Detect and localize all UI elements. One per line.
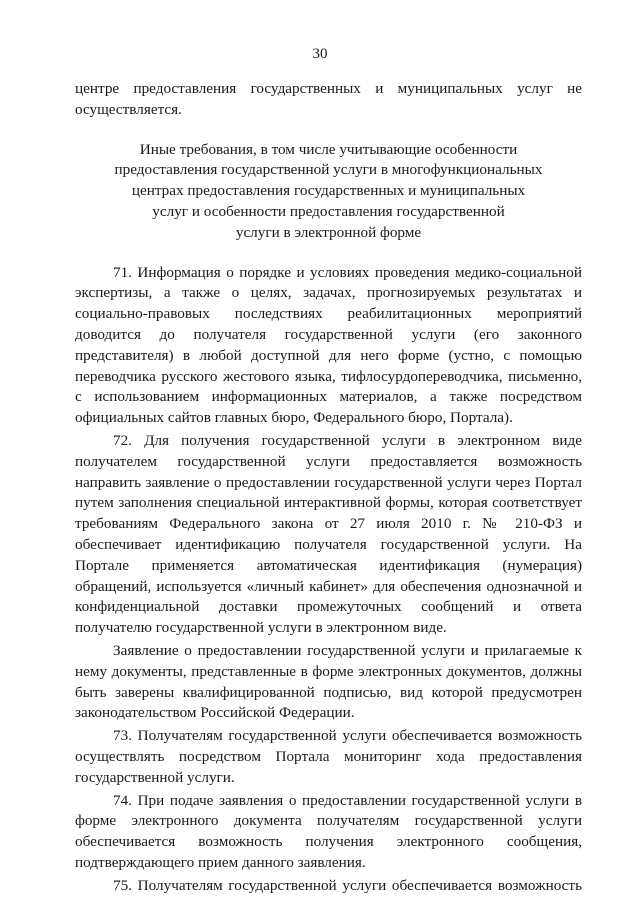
- text-line: обращений, используется «личный кабинет» для обеспечения однозначной и: [75, 577, 582, 595]
- paragraph-72-continuation: [75, 641, 582, 724]
- heading-line: центрах предоставления государственных и муниципальных: [131, 182, 526, 200]
- text-line: осуществлять посредством Портала мониторинг хода предоставления: [75, 747, 582, 765]
- text-line: конфиденциальной доставки промежуточных сообщений и ответа: [75, 598, 582, 616]
- text-line: представителя) в любой доступной для него форме (устно, с помощью: [75, 346, 582, 364]
- text-line: быть заверены квалифицированной подписью, вид которой предусмотрен: [75, 683, 582, 701]
- text-line: Портале применяется автоматическая идентификация (нумерация): [75, 556, 582, 574]
- section-heading: [75, 140, 582, 244]
- text-line: путем заполнения специальной интерактивной формы, которая соответствует: [75, 494, 582, 512]
- text-line: экспертизы, а также о целях, задачах, прогнозируемых результатах и: [75, 284, 582, 302]
- text-line: государственной услуги.: [75, 768, 235, 786]
- heading-line: услуги в электронной форме: [235, 223, 422, 241]
- text-line: переводчика русского жестового языка, тифлосурдопереводчика, письменно,: [75, 367, 582, 385]
- text-line: Заявление о предоставлении государственной услуги и прилагаемые к: [113, 641, 582, 659]
- text-line: получателю государственной услуги в электронном виде.: [75, 619, 447, 637]
- text-line: доводится до получателя государственной услуги (его законного: [75, 325, 582, 343]
- text-line: обеспечивает идентификацию получателя государственной услуги. На: [75, 535, 582, 553]
- page-number: 30: [312, 46, 328, 62]
- text-line: официальных сайтов главных бюро, Федерального бюро, Портала).: [75, 409, 513, 427]
- text-line: форме электронного документа получателям государственной услуги: [75, 812, 582, 830]
- text-line: 75. Получателям государственной услуги обеспечивается возможность: [113, 876, 582, 894]
- paragraph-75: [75, 876, 582, 897]
- text-line: направить заявление о предоставлении государственной услуги через Портал: [75, 473, 582, 491]
- intro-paragraph: [75, 79, 582, 121]
- text-line: законодательством Российской Федерации.: [75, 704, 355, 722]
- paragraph-73: [75, 726, 582, 788]
- text-line: 71. Информация о порядке и условиях проведения медико-социальной: [113, 263, 582, 281]
- paragraph-74: [75, 791, 582, 874]
- text-line: социально-правовых последствиях реабилитационных мероприятий: [75, 305, 582, 323]
- text-line: подтверждающего прием данного заявления.: [75, 853, 366, 871]
- text-line: обеспечивается возможность получения электронного сообщения,: [75, 833, 582, 851]
- paragraph-72: [75, 431, 582, 639]
- text-line: нему документы, представленные в форме электронных документов, должны: [75, 662, 582, 680]
- text-line: 74. При подаче заявления о предоставлении государственной услуги в: [113, 791, 582, 809]
- heading-line: Иные требования, в том числе учитывающие особенности: [139, 140, 518, 158]
- text-line: требованиям Федерального закона от 27 июля 2010 г. № 210-ФЗ и: [75, 515, 582, 533]
- heading-line: услуг и особенности предоставления государственной: [152, 202, 505, 220]
- text-line: с использованием информационных материалов, а также посредством: [75, 388, 582, 406]
- text-line: 72. Для получения государственной услуги в электронном виде: [113, 431, 582, 449]
- text-line: осуществляется.: [75, 100, 182, 118]
- heading-line: предоставления государственной услуги в многофункциональных: [114, 161, 543, 179]
- text-line: центре предоставления государственных и муниципальных услуг не: [75, 80, 582, 97]
- page-content: [75, 79, 582, 896]
- text-line: 73. Получателям государственной услуги обеспечивается возможность: [113, 727, 582, 745]
- paragraph-71: [75, 263, 582, 429]
- text-line: получателем государственной услуги предоставляется возможность: [75, 452, 582, 470]
